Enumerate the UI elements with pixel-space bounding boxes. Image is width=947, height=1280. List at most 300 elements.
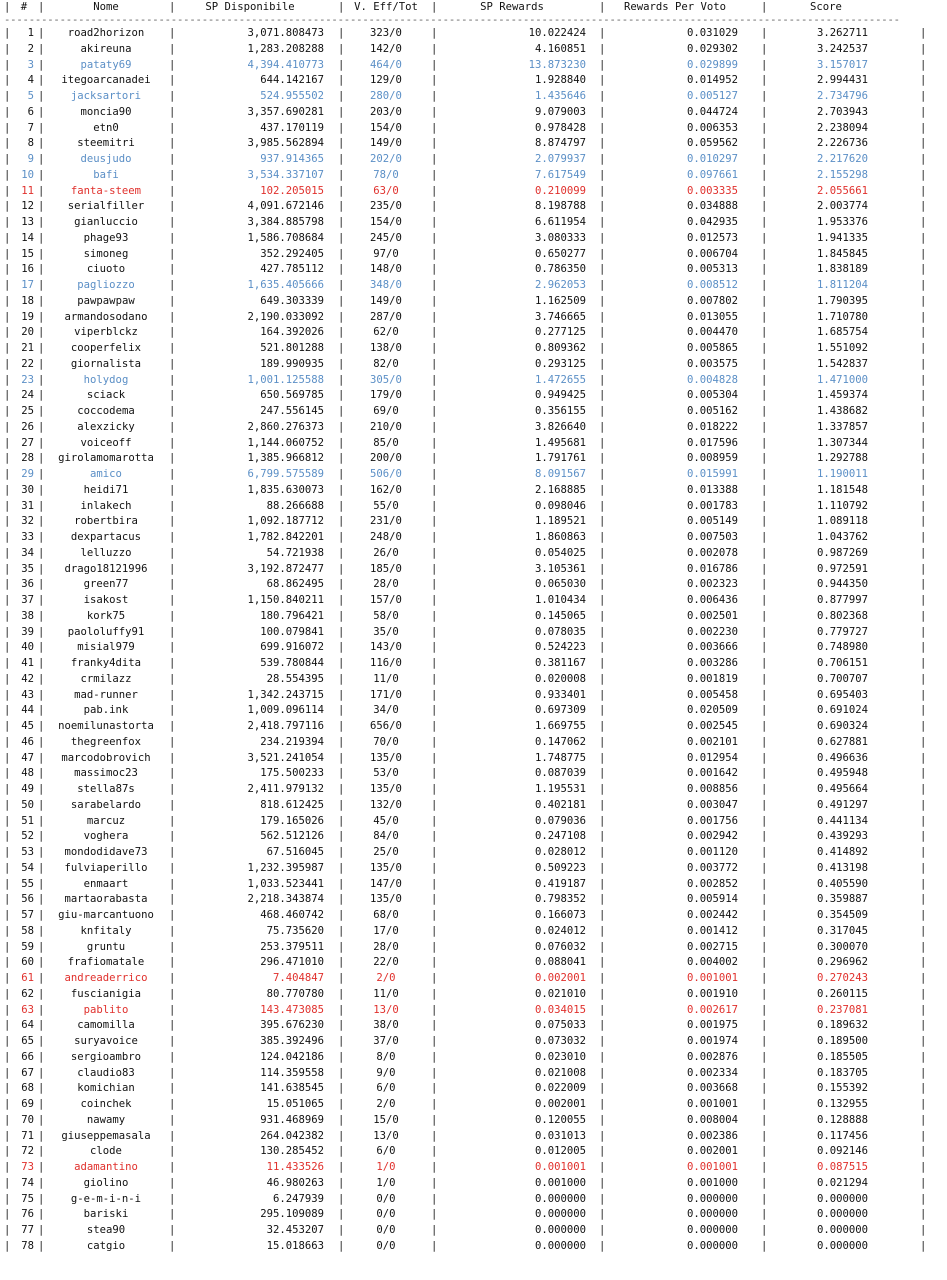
separator-pipe: | (4, 1129, 11, 1142)
cell-sp-rewards: 0.002001 (534, 1098, 586, 1110)
cell-votes: 11/0 (373, 987, 399, 1000)
separator-pipe: | (599, 657, 606, 669)
cell-sp-disponibile: 54.721938 (266, 546, 324, 559)
cell-sp-rewards: 0.000000 (534, 1208, 586, 1221)
table-row (4, 735, 927, 751)
cell-rewards-per-voto: 0.016786 (686, 562, 738, 575)
separator-pipe: | (920, 515, 927, 528)
cell-score: 0.359887 (816, 893, 868, 906)
separator-pipe: | (338, 105, 345, 118)
separator-pipe: | (761, 405, 768, 417)
cell-sp-disponibile: 644.142167 (260, 74, 324, 87)
cell-score: 0.491297 (816, 798, 868, 811)
separator-pipe: | (431, 956, 438, 969)
separator-pipe: | (599, 373, 606, 386)
separator-pipe: | (920, 1129, 927, 1142)
cell-score: 1.551092 (816, 342, 868, 354)
separator-pipe: | (338, 137, 345, 150)
separator-pipe: | (4, 294, 11, 307)
separator-pipe: | (599, 546, 606, 559)
separator-pipe: | (761, 1129, 768, 1142)
cell-rank: 18 (21, 294, 34, 307)
cell-votes: 138/0 (370, 342, 402, 354)
separator-pipe: | (431, 783, 438, 795)
cell-rank: 51 (21, 814, 34, 827)
cell-sp-disponibile: 3,534.337107 (247, 168, 324, 181)
separator-pipe: | (338, 1113, 345, 1126)
cell-rewards-per-voto: 0.004002 (686, 956, 738, 969)
separator-pipe: | (4, 1113, 11, 1126)
separator-pipe: | (338, 468, 345, 480)
separator-pipe: | (761, 1161, 768, 1173)
cell-rank: 17 (21, 279, 34, 291)
separator-pipe: | (431, 200, 438, 213)
separator-pipe: | (4, 1224, 11, 1236)
separator-pipe: | (761, 1035, 768, 1047)
separator-pipe: | (38, 657, 45, 669)
cell-rank: 42 (21, 672, 34, 685)
cell-sp-disponibile: 1,001.125588 (247, 373, 324, 386)
cell-name: sciack (86, 389, 126, 402)
separator-pipe: | (38, 909, 45, 921)
table-row (4, 1160, 927, 1176)
cell-rewards-per-voto: 0.001910 (686, 987, 738, 1000)
separator-pipe: | (431, 58, 438, 71)
cell-votes: 58/0 (373, 609, 399, 622)
cell-sp-rewards: 0.028012 (534, 846, 586, 858)
cell-rewards-per-voto: 0.004470 (686, 326, 738, 339)
separator-pipe: | (4, 105, 11, 118)
cell-rank: 46 (21, 735, 34, 748)
separator-pipe: | (4, 956, 11, 969)
table-row (4, 357, 927, 373)
cell-sp-rewards: 0.023010 (534, 1050, 586, 1063)
cell-name: crmilazz (80, 672, 132, 685)
cell-votes: 142/0 (370, 42, 402, 55)
cell-rewards-per-voto: 0.008004 (686, 1113, 738, 1126)
cell-sp-rewards: 1.010434 (534, 594, 586, 606)
separator-pipe: | (599, 956, 606, 969)
separator-pipe: | (599, 405, 606, 417)
separator-pipe: | (431, 515, 438, 528)
separator-pipe: | (761, 153, 768, 165)
separator-pipe: | (431, 751, 438, 764)
table-row (4, 168, 927, 184)
cell-rewards-per-voto: 0.005914 (686, 893, 738, 906)
separator-pipe: | (761, 200, 768, 213)
cell-name: dexpartacus (70, 531, 142, 543)
separator-pipe: | (338, 1192, 345, 1205)
table-row (4, 436, 927, 452)
separator-pipe: | (169, 105, 176, 118)
separator-pipe: | (920, 751, 927, 764)
separator-pipe: | (431, 342, 438, 354)
separator-pipe: | (4, 137, 11, 150)
separator-pipe: | (338, 420, 345, 433)
separator-pipe: | (4, 1208, 11, 1221)
cell-score: 0.802368 (816, 609, 868, 622)
separator-pipe: | (761, 861, 768, 874)
separator-pipe: | (431, 594, 438, 606)
cell-name: voghera (83, 830, 129, 843)
separator-pipe: | (169, 798, 176, 811)
separator-pipe: | (169, 1208, 176, 1221)
cell-votes: 37/0 (373, 1035, 399, 1047)
separator-pipe: | (920, 1003, 927, 1016)
table-row (4, 1207, 927, 1223)
separator-pipe: | (599, 562, 606, 575)
separator-pipe: | (169, 279, 176, 291)
separator-pipe: | (599, 515, 606, 528)
separator-pipe: | (338, 373, 345, 386)
table-row (4, 955, 927, 971)
separator-pipe: | (920, 42, 927, 55)
separator-pipe: | (599, 90, 606, 102)
separator-pipe: | (920, 247, 927, 260)
cell-sp-rewards: 0.949425 (534, 389, 586, 402)
cell-score: 1.181548 (816, 483, 868, 496)
cell-rewards-per-voto: 0.012573 (686, 231, 738, 244)
cell-sp-disponibile: 234.219394 (260, 735, 324, 748)
separator-pipe: | (761, 688, 768, 701)
cell-rewards-per-voto: 0.002230 (686, 625, 738, 638)
cell-sp-rewards: 0.697309 (534, 704, 586, 717)
cell-rank: 66 (21, 1050, 34, 1063)
cell-rewards-per-voto: 0.003047 (686, 798, 738, 811)
cell-rewards-per-voto: 0.010297 (686, 153, 738, 165)
cell-sp-disponibile: 11.433526 (266, 1161, 324, 1173)
cell-rewards-per-voto: 0.031029 (686, 27, 738, 39)
table-row (4, 73, 927, 89)
cell-name: bariski (83, 1208, 129, 1221)
cell-rank: 41 (21, 657, 34, 669)
cell-name: knfitaly (80, 924, 132, 937)
separator-pipe: | (169, 373, 176, 386)
cell-votes: 82/0 (373, 357, 399, 370)
cell-sp-disponibile: 1,144.060752 (247, 436, 324, 449)
separator-pipe: | (920, 216, 927, 228)
cell-votes: 62/0 (373, 326, 399, 339)
separator-pipe: | (599, 137, 606, 150)
cell-name: isakost (83, 594, 129, 606)
separator-pipe: | (4, 483, 11, 496)
separator-pipe: | (761, 657, 768, 669)
table-row (4, 514, 927, 530)
separator-pipe: | (431, 798, 438, 811)
cell-sp-disponibile: 46.980263 (266, 1176, 324, 1189)
cell-name: nawamy (86, 1113, 126, 1126)
cell-sp-rewards: 0.978428 (534, 121, 586, 134)
cell-score: 0.405590 (816, 877, 868, 890)
cell-score: 1.307344 (816, 436, 868, 449)
cell-sp-rewards: 0.078035 (534, 625, 586, 638)
separator-pipe: | (169, 1050, 176, 1063)
cell-rank: 39 (21, 625, 34, 638)
separator-pipe: | (4, 326, 11, 339)
separator-pipe: | (431, 483, 438, 496)
cell-sp-disponibile: 75.735620 (266, 924, 324, 937)
separator-pipe: | (4, 247, 11, 260)
cell-rank: 3 (27, 58, 34, 71)
separator-pipe: | (920, 436, 927, 449)
cell-rewards-per-voto: 0.020509 (686, 704, 738, 717)
separator-pipe: | (338, 562, 345, 575)
cell-score: 0.627881 (816, 735, 868, 748)
separator-pipe: | (761, 310, 768, 323)
separator-pipe: | (38, 1082, 45, 1095)
separator-pipe: | (38, 373, 45, 386)
separator-pipe: | (599, 625, 606, 638)
separator-pipe: | (38, 735, 45, 748)
separator-pipe: | (38, 1098, 45, 1110)
cell-name: adamantino (74, 1161, 138, 1173)
separator-pipe: | (169, 200, 176, 213)
table-row (4, 1034, 927, 1050)
table-row (4, 310, 927, 326)
separator-pipe: | (431, 1176, 438, 1189)
cell-sp-rewards: 0.075033 (534, 1019, 586, 1032)
separator-pipe: | (169, 625, 176, 638)
separator-pipe: | (169, 972, 176, 984)
separator-pipe: | (338, 1082, 345, 1095)
separator-pipe: | (169, 1003, 176, 1016)
separator-pipe: | (920, 1176, 927, 1189)
separator-pipe: | (431, 153, 438, 165)
separator-pipe: | (4, 279, 11, 291)
cell-sp-rewards: 6.611954 (534, 216, 586, 228)
cell-sp-rewards: 0.021008 (534, 1066, 586, 1079)
separator-pipe: | (599, 893, 606, 906)
separator-pipe: | (920, 767, 927, 780)
separator-pipe: | (4, 357, 11, 370)
separator-pipe: | (169, 531, 176, 543)
cell-sp-disponibile: 3,521.241054 (247, 751, 324, 764)
separator-pipe: | (761, 546, 768, 559)
separator-pipe: | (4, 200, 11, 213)
cell-sp-rewards: 0.098046 (534, 499, 586, 512)
separator-pipe: | (38, 546, 45, 559)
table-row (4, 814, 927, 830)
cell-sp-rewards: 0.247108 (534, 830, 586, 843)
separator-pipe: | (338, 877, 345, 890)
separator-pipe: | (38, 688, 45, 701)
cell-rewards-per-voto: 0.008856 (686, 783, 738, 795)
cell-sp-rewards: 3.826640 (534, 420, 586, 433)
cell-name: giu-marcantuono (58, 909, 154, 921)
table-row (4, 231, 927, 247)
separator-pipe: | (38, 924, 45, 937)
separator-pipe: | (431, 1035, 438, 1047)
cell-rewards-per-voto: 0.002852 (686, 877, 738, 890)
cell-rewards-per-voto: 0.005458 (686, 688, 738, 701)
cell-rank: 25 (21, 405, 34, 417)
cell-sp-disponibile: 437.170119 (260, 121, 324, 134)
cell-score: 0.944350 (816, 578, 868, 591)
table-row (4, 782, 927, 798)
cell-sp-rewards: 0.031013 (534, 1129, 586, 1142)
cell-rewards-per-voto: 0.014952 (686, 74, 738, 87)
separator-pipe: | (38, 137, 45, 150)
cell-rewards-per-voto: 0.005865 (686, 342, 738, 354)
separator-pipe: | (431, 924, 438, 937)
cell-votes: 38/0 (373, 1019, 399, 1032)
separator-pipe: | (761, 735, 768, 748)
cell-name: itegoarcanadei (61, 74, 151, 87)
cell-score: 1.542837 (816, 357, 868, 370)
cell-rewards-per-voto: 0.000000 (686, 1224, 738, 1236)
cell-score: 1.438682 (816, 405, 868, 417)
separator-pipe: | (4, 153, 11, 165)
separator-pipe: | (38, 58, 45, 71)
cell-votes: 231/0 (370, 515, 402, 528)
cell-sp-disponibile: 102.205015 (260, 184, 324, 197)
separator-pipe: | (599, 436, 606, 449)
separator-pipe: | (38, 27, 45, 39)
separator-pipe: | (169, 231, 176, 244)
table-row (4, 89, 927, 105)
separator-pipe: | (38, 1, 45, 13)
cell-votes: 148/0 (370, 263, 402, 276)
separator-pipe: | (599, 468, 606, 480)
header-name: Nome (93, 1, 119, 13)
cell-sp-disponibile: 1,009.096114 (247, 704, 324, 717)
separator-pipe: | (38, 1003, 45, 1016)
cell-sp-rewards: 0.054025 (534, 546, 586, 559)
separator-pipe: | (38, 326, 45, 339)
cell-name: serialfiller (67, 200, 145, 213)
cell-name: komichian (77, 1082, 135, 1095)
cell-name: road2horizon (67, 27, 145, 39)
separator-pipe: | (599, 1129, 606, 1142)
separator-pipe: | (169, 468, 176, 480)
cell-rank: 72 (21, 1145, 34, 1158)
separator-pipe: | (599, 1019, 606, 1032)
separator-pipe: | (338, 940, 345, 953)
cell-score: 0.691024 (816, 704, 868, 717)
separator-pipe: | (38, 578, 45, 591)
separator-pipe: | (38, 279, 45, 291)
separator-pipe: | (169, 90, 176, 102)
separator-pipe: | (431, 814, 438, 827)
cell-sp-rewards: 1.195531 (534, 783, 586, 795)
cell-sp-disponibile: 937.914365 (260, 153, 324, 165)
separator-pipe: | (338, 578, 345, 591)
header-votes: V. Eff/Tot (354, 1, 418, 13)
cell-votes: 6/0 (376, 1082, 396, 1095)
separator-pipe: | (338, 798, 345, 811)
separator-pipe: | (38, 1113, 45, 1126)
table-row (4, 908, 927, 924)
cell-votes: 171/0 (370, 688, 402, 701)
cell-name: sarabelardo (70, 798, 142, 811)
separator-pipe: | (338, 326, 345, 339)
separator-pipe: | (599, 972, 606, 984)
cell-score: 0.972591 (816, 562, 868, 575)
cell-votes: 154/0 (370, 121, 402, 134)
separator-pipe: | (338, 357, 345, 370)
separator-pipe: | (599, 42, 606, 55)
separator-pipe: | (338, 247, 345, 260)
cell-sp-disponibile: 15.051065 (266, 1098, 324, 1110)
cell-score: 1.471000 (816, 373, 868, 386)
cell-votes: 203/0 (370, 105, 402, 118)
cell-votes: 348/0 (370, 279, 402, 291)
cell-sp-disponibile: 264.042382 (260, 1129, 324, 1142)
separator-pipe: | (920, 468, 927, 480)
separator-pipe: | (599, 105, 606, 118)
cell-rewards-per-voto: 0.005313 (686, 263, 738, 276)
separator-pipe: | (169, 1019, 176, 1032)
separator-pipe: | (920, 1145, 927, 1158)
cell-votes: 34/0 (373, 704, 399, 717)
separator-pipe: | (169, 184, 176, 197)
separator-pipe: | (38, 1145, 45, 1158)
separator-pipe: | (4, 609, 11, 622)
separator-pipe: | (4, 877, 11, 890)
separator-pipe: | (761, 58, 768, 71)
cell-score: 1.790395 (816, 294, 868, 307)
separator-pipe: | (761, 1208, 768, 1221)
separator-pipe: | (599, 877, 606, 890)
separator-pipe: | (599, 1098, 606, 1110)
separator-pipe: | (431, 672, 438, 685)
separator-pipe: | (920, 121, 927, 134)
separator-pipe: | (338, 121, 345, 134)
cell-sp-disponibile: 6.247939 (272, 1192, 324, 1205)
table-row (4, 215, 927, 231)
separator-pipe: | (4, 625, 11, 638)
table-row (4, 247, 927, 263)
table-row (4, 294, 927, 310)
cell-rank: 24 (21, 389, 34, 402)
separator-pipe: | (38, 1161, 45, 1173)
cell-score: 0.779727 (816, 625, 868, 638)
table-row (4, 42, 927, 58)
cell-sp-disponibile: 179.165026 (260, 814, 324, 827)
cell-sp-rewards: 13.873230 (528, 58, 586, 71)
cell-score: 2.703943 (816, 105, 868, 118)
cell-sp-disponibile: 2,411.979132 (247, 783, 324, 795)
cell-sp-disponibile: 1,782.842201 (247, 531, 324, 543)
separator-pipe: | (338, 861, 345, 874)
cell-rewards-per-voto: 0.005149 (686, 515, 738, 528)
separator-pipe: | (761, 704, 768, 717)
cell-sp-rewards: 1.748775 (534, 751, 586, 764)
header-rank: # (20, 1, 28, 13)
separator-pipe: | (338, 42, 345, 55)
cell-rank: 9 (27, 153, 34, 165)
separator-pipe: | (920, 956, 927, 969)
cell-name: pataty69 (80, 58, 132, 71)
separator-pipe: | (761, 609, 768, 622)
separator-pipe: | (431, 1082, 438, 1095)
separator-pipe: | (920, 531, 927, 543)
separator-pipe: | (4, 405, 11, 417)
separator-pipe: | (38, 1192, 45, 1205)
cell-score: 0.237081 (816, 1003, 868, 1016)
separator-pipe: | (169, 861, 176, 874)
separator-pipe: | (4, 940, 11, 953)
cell-name: suryavoice (74, 1035, 138, 1047)
separator-pipe: | (920, 783, 927, 795)
separator-pipe: | (4, 468, 11, 480)
cell-rank: 57 (21, 909, 34, 921)
separator-pipe: | (599, 326, 606, 339)
separator-pipe: | (431, 1019, 438, 1032)
separator-pipe: | (761, 1176, 768, 1189)
cell-rewards-per-voto: 0.029899 (686, 58, 738, 71)
cell-sp-disponibile: 100.079841 (260, 625, 324, 638)
